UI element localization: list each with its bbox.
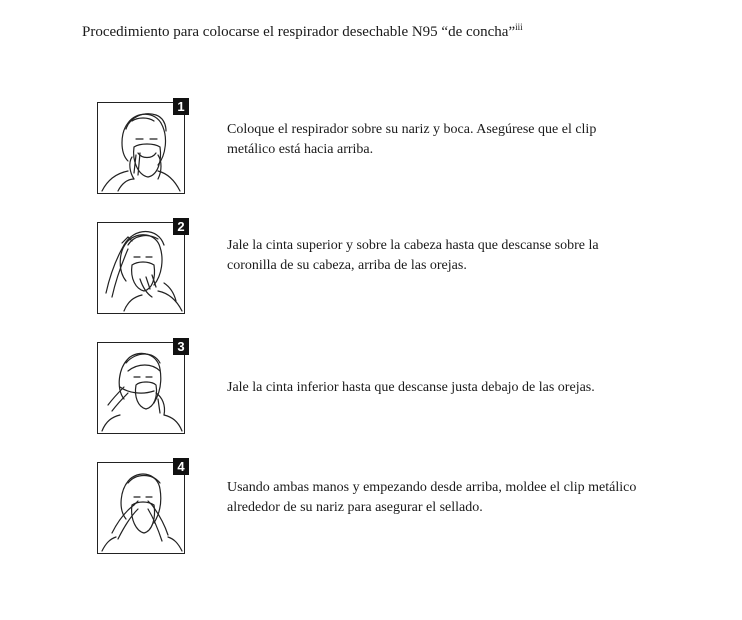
- step-1: [97, 99, 657, 202]
- step-2: [97, 219, 657, 322]
- nose-clip-illustration: [97, 462, 185, 554]
- step-3: [97, 339, 657, 442]
- title-footnote-marker: iii: [515, 22, 523, 32]
- page-title-text: Procedimiento para colocarse el respirador desechable N95 “de concha”: [82, 24, 516, 40]
- step-number-badge: 3: [173, 338, 189, 355]
- page-title: [82, 22, 523, 42]
- step-instruction-text: Usando ambas manos y empezando desde arriba, moldee el clip metálico alrededor de su nariz para asegurar el sellado.: [227, 480, 637, 515]
- step-instruction-text: Coloque el respirador sobre su nariz y boca. Asegúrese que el clip metálico está hacia arriba.: [227, 122, 597, 157]
- step-instruction-text: Jale la cinta inferior hasta que descanse justa debajo de las orejas.: [227, 380, 595, 395]
- step-instruction-text: Jale la cinta superior y sobre la cabeza hasta que descanse sobre la coronilla de su cabeza, arriba de las orejas.: [227, 238, 599, 273]
- step-4: [97, 459, 657, 562]
- bottom-strap-illustration: [97, 342, 185, 434]
- top-strap-illustration: [97, 222, 185, 314]
- step-number-badge: 4: [173, 458, 189, 475]
- step-number-badge: 1: [173, 98, 189, 115]
- mask-placement-illustration: [97, 102, 185, 194]
- step-number-badge: 2: [173, 218, 189, 235]
